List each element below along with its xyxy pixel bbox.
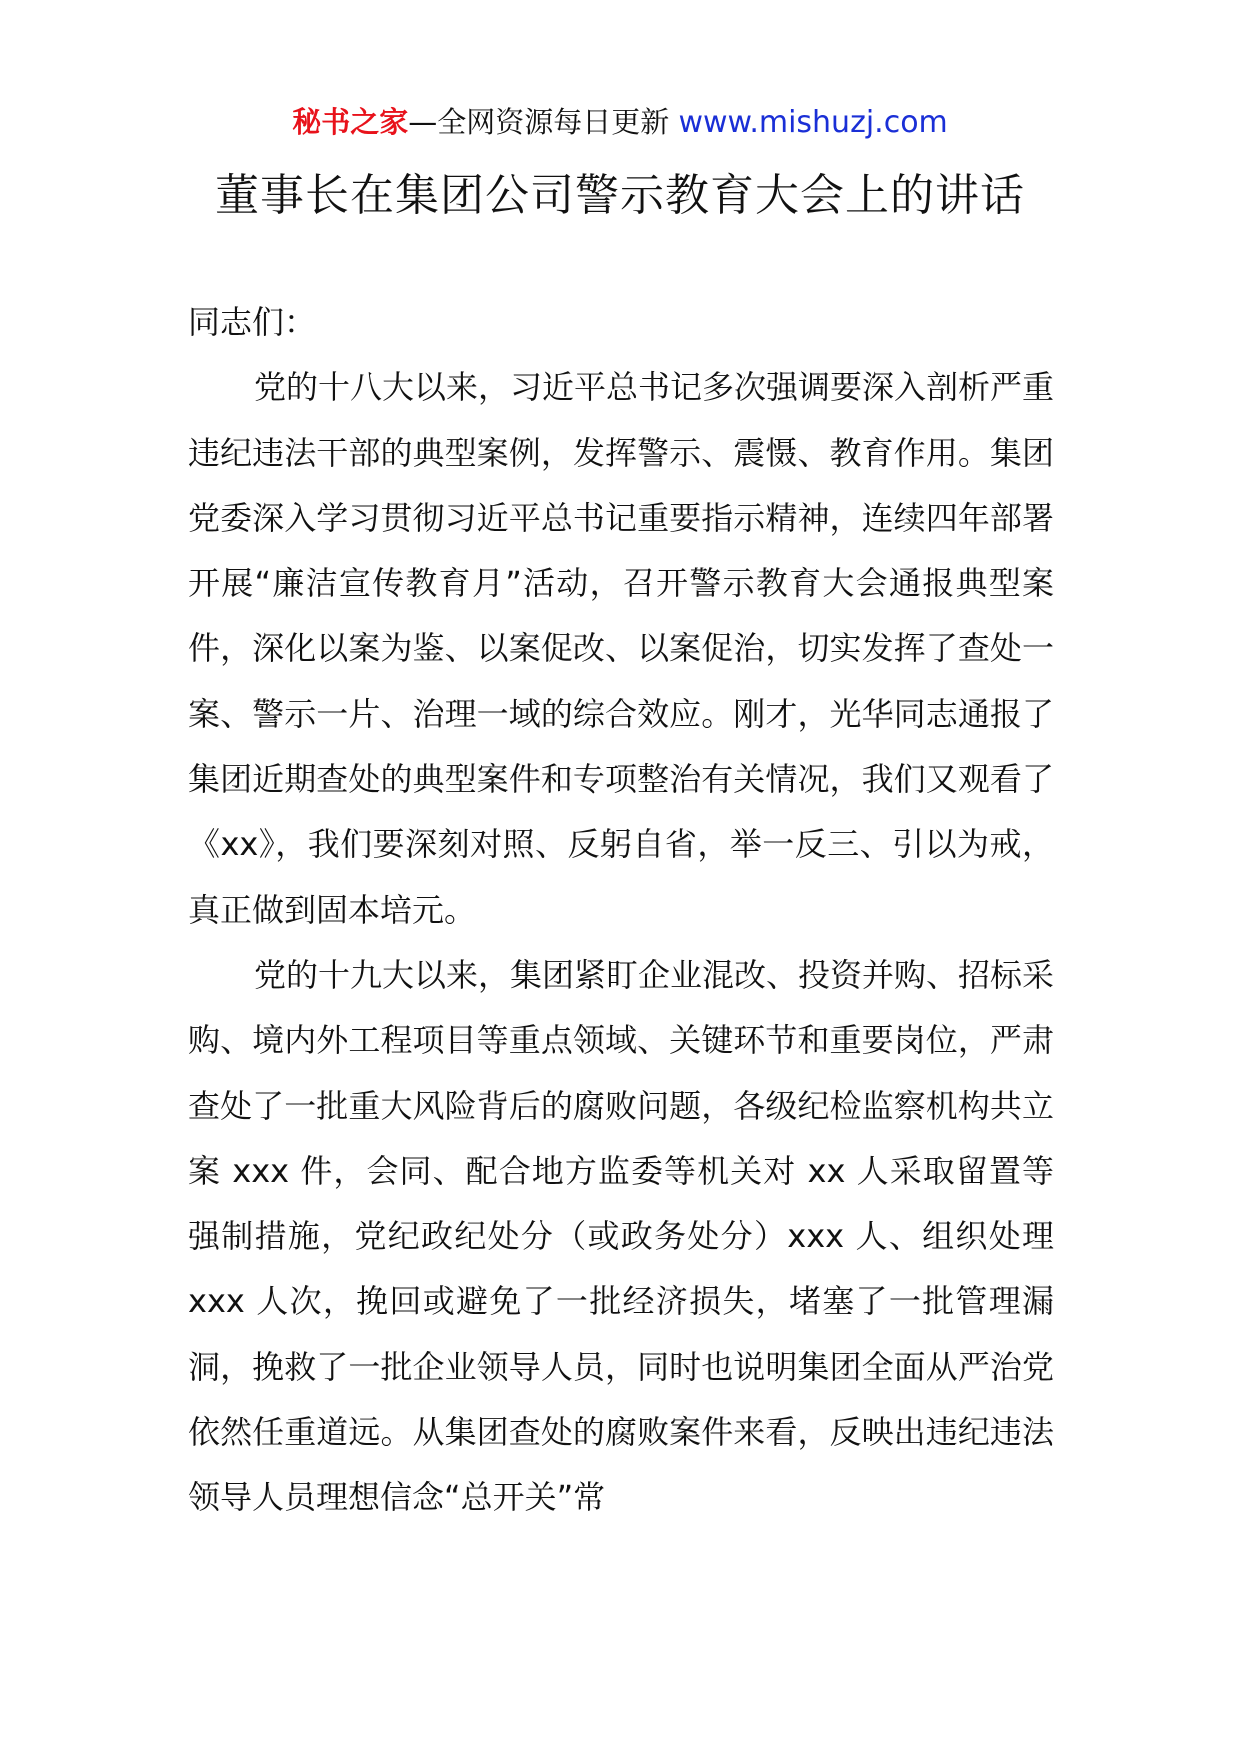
salutation: 同志们： bbox=[188, 303, 317, 341]
body-paragraph-2: 党的十九大以来，集团紧盯企业混改、投资并购、招标采购、境内外工程项目等重点领域、关键环节和重要岗位，严肃查处了一批重大风险背后的腐败问题，各级纪检监察机构共立案 xxx 件，会同、配合地方监委等机关对 xx 人采取留置等强制措施，党纪政纪处分（或政务处分）xxx 人、组织处理 xxx 人次，挽回或避免了一批经济损失，堵塞了一批管理漏洞，挽救了一批企业领导人员，同时也说明集团全面从严治党依然任重道远。从集团查处的腐败案件来看，反映出违纪违法领导人员理想信念“总开关”常 bbox=[188, 955, 1055, 1517]
site-url-link[interactable]: www.mishuzj.com bbox=[678, 105, 948, 140]
site-tagline: —全网资源每日更新 bbox=[408, 105, 670, 139]
site-brand: 秘书之家 bbox=[292, 105, 409, 139]
site-header bbox=[0, 102, 1240, 143]
body-paragraph-1: 党的十八大以来，习近平总书记多次强调要深入剖析严重违纪违法干部的典型案例，发挥警示、震慑、教育作用。集团党委深入学习贯彻习近平总书记重要指示精神，连续四年部署开展“廉洁宣传教育月”活动，召开警示教育大会通报典型案件，深化以案为鉴、以案促改、以案促治，切实发挥了查处一案、警示一片、治理一域的综合效应。刚才，光华同志通报了集团近期查处的典型案件和专项整治有关情况，我们又观看了《xx》，我们要深刻对照、反躬自省，举一反三、引以为戒，真正做到固本培元。 bbox=[188, 368, 1055, 929]
document-title: 董事长在集团公司警示教育大会上的讲话 bbox=[215, 170, 1025, 221]
document-body bbox=[188, 290, 1054, 1531]
